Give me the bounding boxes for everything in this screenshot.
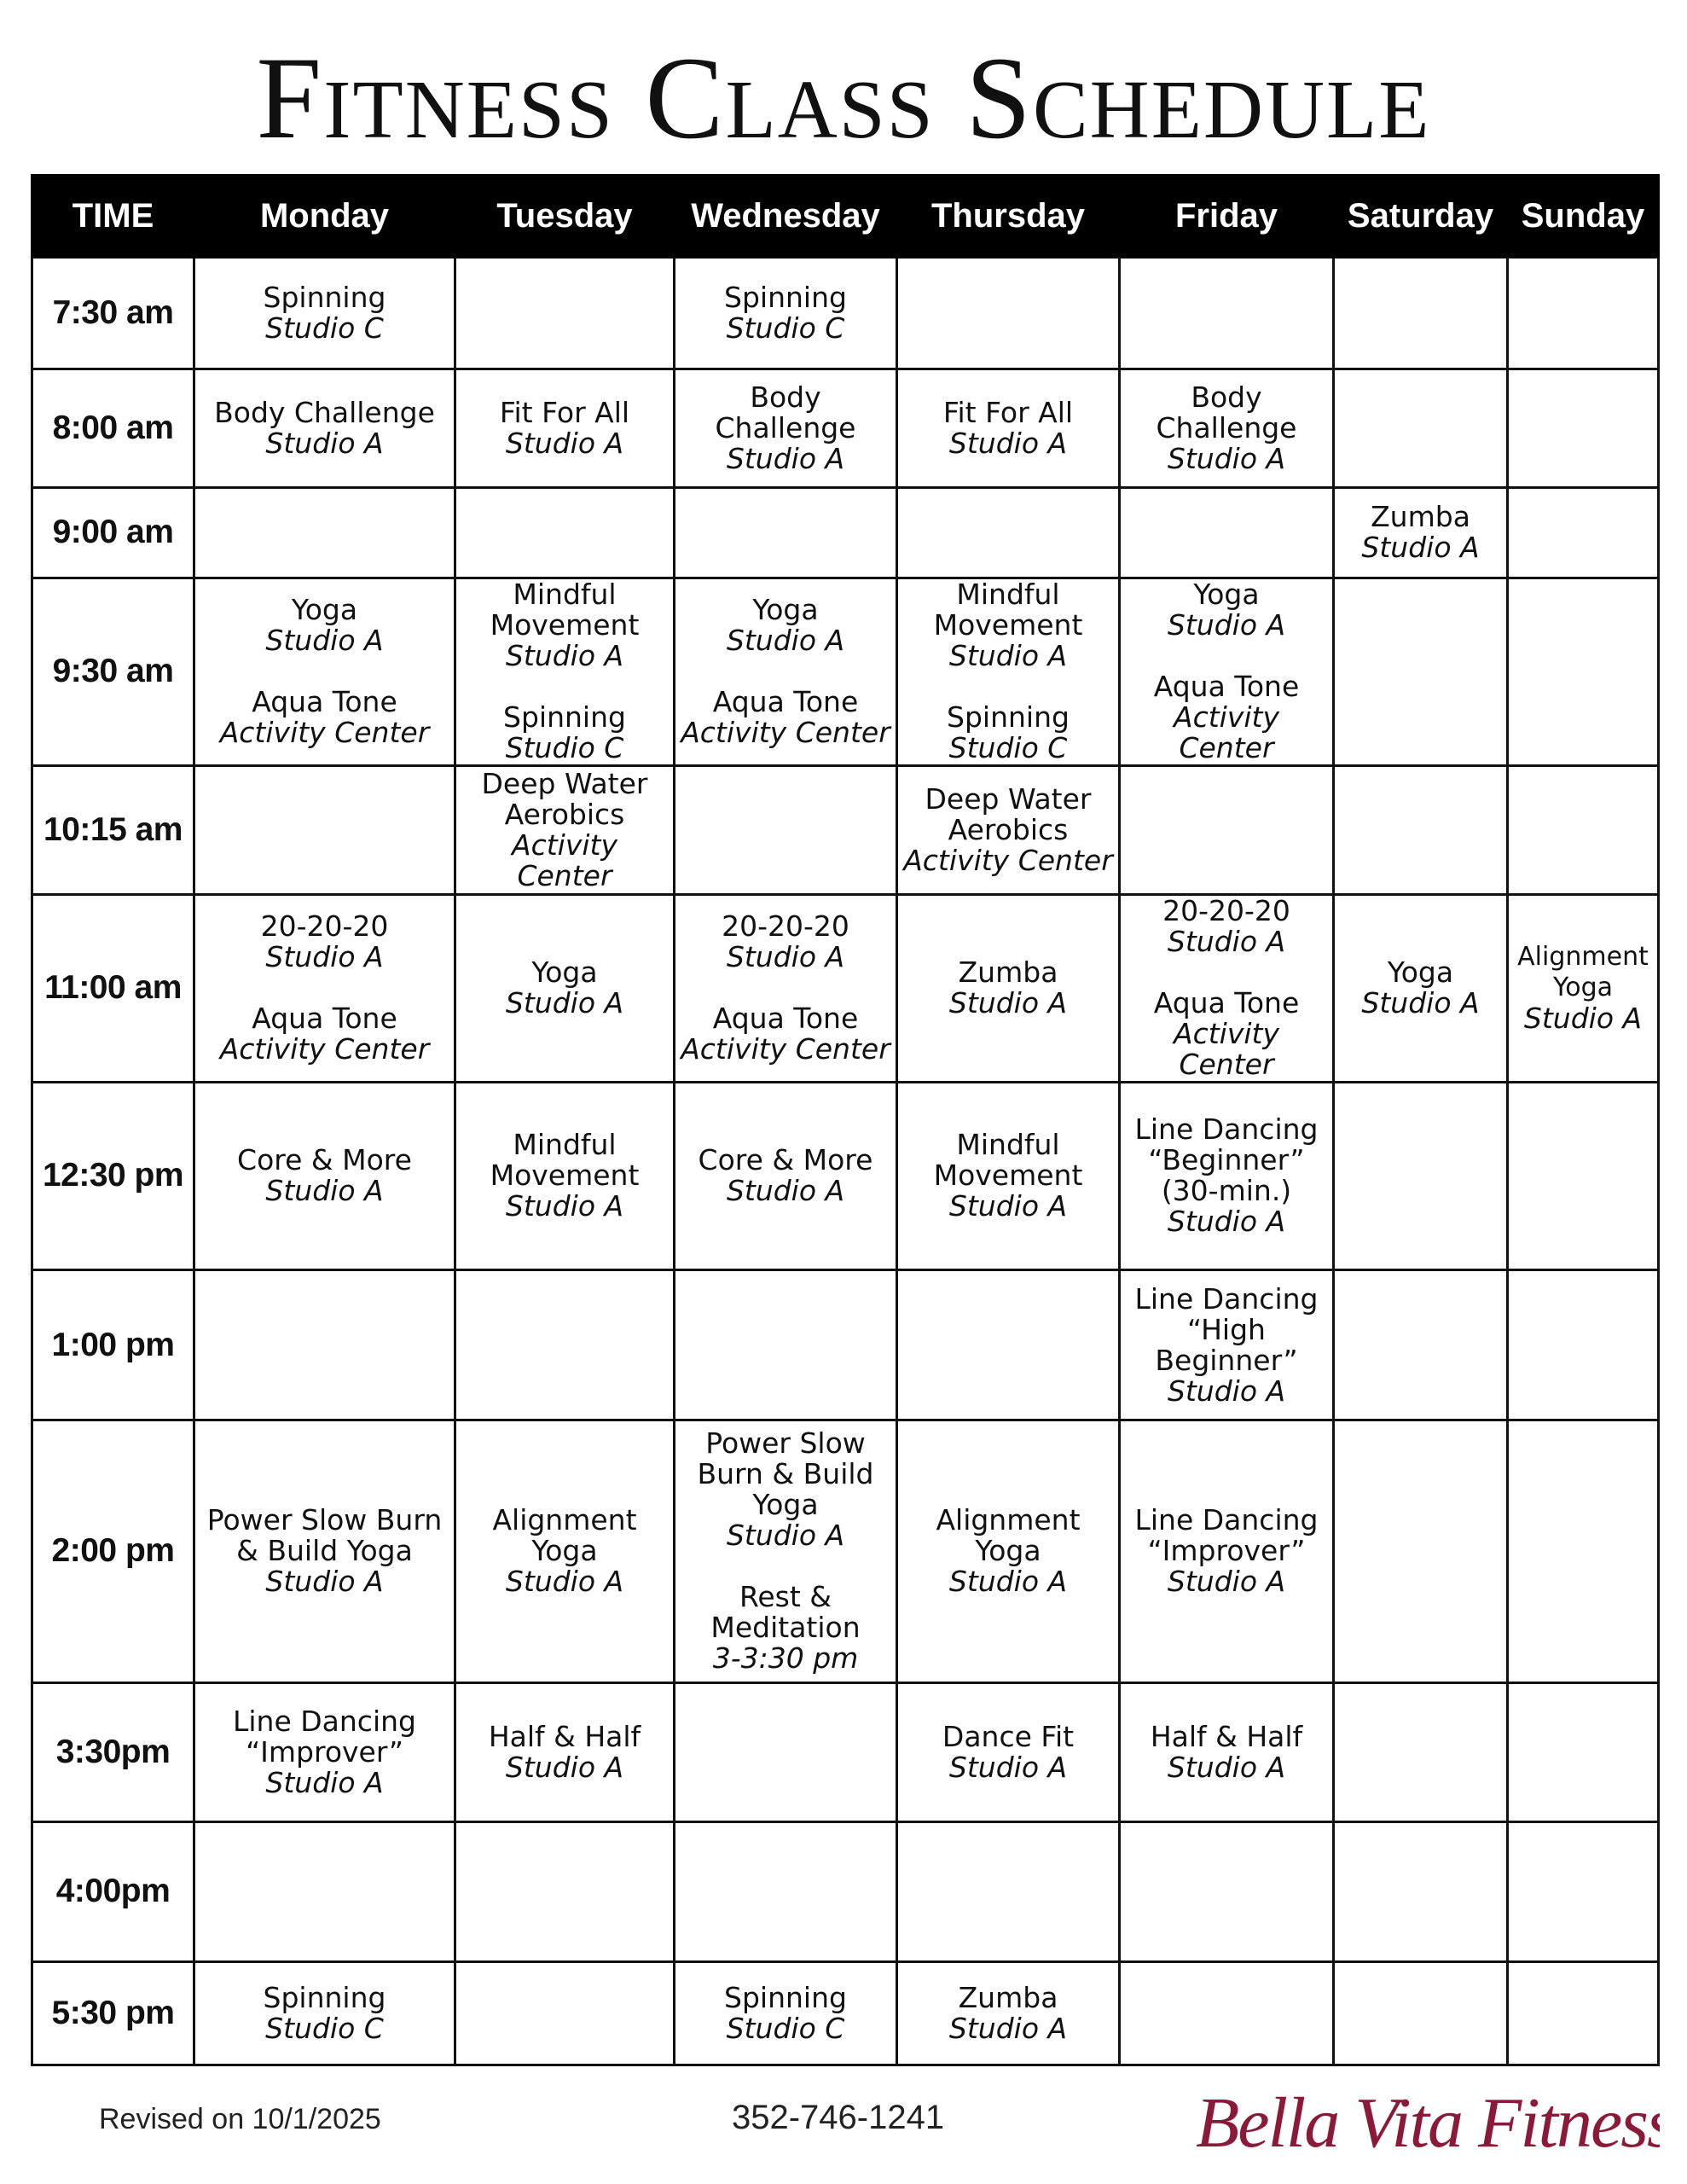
header-monday: Monday (194, 176, 455, 258)
header-saturday: Saturday (1334, 176, 1508, 258)
time-cell: 10:15 am (32, 765, 194, 894)
time-cell: 9:30 am (32, 578, 194, 766)
header-wednesday: Wednesday (675, 176, 897, 258)
class-name: Spinning (724, 1980, 847, 2014)
class-name: Aqua Tone (712, 685, 859, 719)
table-row (32, 1822, 1659, 1961)
class-entry (903, 1130, 1113, 1222)
class-location: Studio A (1361, 986, 1480, 1020)
class-entry (200, 1145, 449, 1206)
class-entry (681, 1145, 890, 1206)
class-name: Spinning (947, 700, 1070, 735)
class-entry (461, 957, 668, 1019)
class-name: Yoga (531, 956, 598, 990)
class-entry (1126, 1719, 1327, 1784)
class-name: Mindful Movement (490, 578, 640, 642)
table-row (32, 369, 1659, 487)
class-entry (903, 781, 1113, 877)
class-cell-monday (194, 578, 455, 766)
class-cell-sunday (1508, 765, 1659, 894)
class-cell-friday (1120, 1822, 1334, 1961)
phone-number: 352-746-1241 (732, 2099, 945, 2136)
class-name: Line Dancing “Improver” (1134, 1503, 1319, 1568)
class-location: Studio A (505, 639, 624, 673)
class-cell-sunday (1508, 1270, 1659, 1420)
schedule-table (31, 174, 1660, 2066)
class-name: Mindful Movement (933, 1128, 1083, 1193)
class-cell-sunday (1508, 1682, 1659, 1821)
class-entry (681, 687, 890, 748)
class-cell-thursday (897, 1961, 1120, 2065)
class-cell-wednesday (675, 369, 897, 487)
table-row (32, 1961, 1659, 2065)
class-cell-saturday (1334, 765, 1508, 894)
class-cell-monday (194, 369, 455, 487)
time-cell: 11:00 am (32, 895, 194, 1083)
class-entry (1126, 579, 1327, 641)
table-row (32, 258, 1659, 369)
class-name: 20-20-20 (722, 909, 849, 944)
class-name: Half & Half (1150, 1719, 1303, 1753)
class-cell-tuesday (455, 895, 675, 1083)
class-cell-thursday (897, 487, 1120, 578)
class-entry (1126, 1281, 1327, 1408)
class-name: Alignment Yoga (1517, 942, 1649, 1003)
class-location: Studio A (1167, 1750, 1286, 1784)
class-cell-monday (194, 1961, 455, 2065)
class-entry (200, 1706, 449, 1798)
time-cell: 12:30 pm (32, 1082, 194, 1270)
class-entry (903, 957, 1113, 1019)
class-cell-thursday (897, 1420, 1120, 1682)
class-location: Studio A (948, 1189, 1068, 1223)
class-cell-monday (194, 1420, 455, 1682)
class-name: Zumba (1371, 500, 1470, 534)
header-tuesday: Tuesday (455, 176, 675, 258)
class-cell-sunday (1508, 1420, 1659, 1682)
table-row (32, 1082, 1659, 1270)
header-time: TIME (32, 176, 194, 258)
class-name: Power Slow Burn & Build Yoga (697, 1426, 874, 1522)
class-cell-saturday (1334, 258, 1508, 369)
class-location: Studio A (726, 624, 845, 658)
class-location: Studio C (948, 731, 1068, 765)
class-name: Yoga (752, 593, 819, 627)
class-cell-tuesday (455, 1822, 675, 1961)
class-location: Studio A (726, 442, 845, 476)
class-location: Studio A (1167, 1205, 1286, 1239)
class-name: Aqua Tone (712, 1002, 859, 1036)
class-location: Activity Center (903, 843, 1113, 877)
time-cell: 2:00 pm (32, 1420, 194, 1682)
class-location: Studio A (265, 624, 384, 658)
class-entry (1126, 896, 1327, 957)
class-cell-monday (194, 487, 455, 578)
class-name: Aqua Tone (252, 1002, 397, 1036)
class-cell-saturday (1334, 369, 1508, 487)
class-cell-sunday (1508, 895, 1659, 1083)
class-cell-tuesday (455, 578, 675, 766)
class-name: Line Dancing “Improver” (233, 1704, 416, 1769)
class-cell-sunday (1508, 578, 1659, 766)
class-location: Studio A (265, 427, 384, 461)
header-friday: Friday (1120, 176, 1334, 258)
class-entry (461, 766, 668, 892)
class-cell-thursday (897, 1270, 1120, 1420)
class-location: Activity Center (681, 1032, 890, 1066)
class-name: Core & More (237, 1143, 412, 1177)
class-location: Activity Center (512, 828, 617, 892)
class-cell-sunday (1508, 1961, 1659, 2065)
class-entry (1126, 1505, 1327, 1597)
class-cell-friday (1120, 895, 1334, 1083)
class-location: Studio A (1361, 531, 1480, 565)
class-entry (903, 702, 1113, 764)
class-name: Deep Water Aerobics (481, 766, 648, 831)
class-cell-sunday (1508, 1822, 1659, 1961)
class-name: Line Dancing “High Beginner” (1134, 1281, 1319, 1377)
class-cell-friday (1120, 1682, 1334, 1821)
class-entry (461, 1719, 668, 1784)
class-name: Yoga (291, 593, 358, 627)
class-entry (200, 282, 449, 344)
class-name: Fit For All (942, 396, 1074, 430)
table-row (32, 895, 1659, 1083)
class-cell-friday (1120, 1420, 1334, 1682)
class-name: Spinning (724, 281, 847, 315)
table-row (32, 1420, 1659, 1682)
class-location: Studio A (1167, 1565, 1286, 1599)
class-cell-tuesday (455, 1682, 675, 1821)
time-cell: 7:30 am (32, 258, 194, 369)
class-name: Zumba (958, 956, 1058, 990)
time-cell: 8:00 am (32, 369, 194, 487)
class-cell-monday (194, 895, 455, 1083)
class-location: Studio A (948, 427, 1068, 461)
class-entry (1126, 1114, 1327, 1237)
table-row (32, 578, 1659, 766)
class-cell-tuesday (455, 1270, 675, 1420)
class-cell-wednesday (675, 1822, 897, 1961)
class-entry (903, 1980, 1113, 2045)
class-cell-saturday (1334, 578, 1508, 766)
class-name: Dance Fit (942, 1719, 1075, 1753)
logo-wordmark (1191, 2071, 1660, 2165)
class-entry (1126, 382, 1327, 474)
class-cell-saturday (1334, 1420, 1508, 1682)
class-cell-thursday (897, 258, 1120, 369)
class-location: 3-3:30 pm (712, 1641, 859, 1676)
class-name: Power Slow Burn & Build Yoga (206, 1503, 443, 1568)
class-location: Studio A (726, 1519, 845, 1553)
class-cell-sunday (1508, 369, 1659, 487)
class-cell-monday (194, 1270, 455, 1420)
class-location: Studio A (265, 1765, 384, 1799)
class-name: 20-20-20 (260, 909, 389, 944)
class-cell-saturday (1334, 1082, 1508, 1270)
class-entry (200, 1003, 449, 1065)
class-cell-thursday (897, 578, 1120, 766)
class-cell-saturday (1334, 1961, 1508, 2065)
class-location: Studio A (726, 1174, 845, 1208)
class-location: Studio A (265, 1565, 384, 1599)
class-entry (200, 911, 449, 973)
class-entry (1514, 942, 1652, 1034)
class-entry (903, 1719, 1113, 1784)
class-entry (681, 1428, 890, 1551)
table-row (32, 1270, 1659, 1420)
class-location: Studio A (1523, 1002, 1643, 1036)
class-entry (903, 398, 1113, 459)
class-location: Activity Center (681, 716, 890, 750)
class-cell-friday (1120, 258, 1334, 369)
class-name: Body Challenge (1156, 380, 1297, 445)
class-cell-wednesday (675, 895, 897, 1083)
class-cell-thursday (897, 1682, 1120, 1821)
class-location: Studio A (948, 1750, 1068, 1784)
class-name: Spinning (263, 281, 386, 315)
time-cell: 1:00 pm (32, 1270, 194, 1420)
class-name: Body Challenge (715, 380, 856, 445)
class-name: Fit For All (499, 396, 630, 430)
class-name: Body Challenge (214, 396, 435, 430)
class-name: Deep Water Aerobics (925, 781, 1092, 846)
class-location: Studio A (948, 1565, 1068, 1599)
class-cell-wednesday (675, 578, 897, 766)
class-cell-monday (194, 258, 455, 369)
class-location: Studio A (1167, 442, 1286, 476)
class-location: Activity Center (1174, 700, 1279, 765)
class-location: Studio A (1167, 1374, 1286, 1408)
class-name: Rest & Meditation (710, 1580, 861, 1645)
class-cell-sunday (1508, 1082, 1659, 1270)
class-cell-monday (194, 765, 455, 894)
class-name: Mindful Movement (490, 1128, 640, 1193)
class-entry (461, 702, 668, 764)
class-entry (461, 579, 668, 671)
class-name: 20-20-20 (1162, 894, 1290, 928)
class-location: Studio A (265, 1174, 384, 1208)
class-location: Studio A (948, 2011, 1068, 2045)
class-location: Studio A (505, 1189, 624, 1223)
class-cell-thursday (897, 895, 1120, 1083)
class-cell-monday (194, 1682, 455, 1821)
class-entry (681, 382, 890, 474)
class-cell-friday (1120, 1961, 1334, 2065)
class-cell-wednesday (675, 1270, 897, 1420)
class-name: Spinning (503, 700, 626, 735)
class-name: Aqua Tone (252, 685, 397, 719)
class-cell-saturday (1334, 1682, 1508, 1821)
class-name: Yoga (1193, 578, 1260, 612)
class-cell-friday (1120, 487, 1334, 578)
class-entry (200, 687, 449, 748)
class-entry (461, 398, 668, 459)
revised-date: Revised on 10/1/2025 (99, 2103, 381, 2135)
class-entry (200, 398, 449, 459)
table-row (32, 1682, 1659, 1821)
class-cell-saturday (1334, 487, 1508, 578)
class-cell-friday (1120, 765, 1334, 894)
bella-vita-fitness-logo (1191, 2071, 1660, 2165)
class-location: Studio A (948, 639, 1068, 673)
class-cell-saturday (1334, 1822, 1508, 1961)
class-cell-wednesday (675, 765, 897, 894)
table-row (32, 487, 1659, 578)
schedule-body (32, 258, 1659, 2065)
class-cell-sunday (1508, 258, 1659, 369)
class-cell-friday (1120, 1082, 1334, 1270)
logo-text: Bella Vita Fitness (1196, 2083, 1660, 2163)
time-cell: 4:00pm (32, 1822, 194, 1961)
class-cell-tuesday (455, 369, 675, 487)
class-entry (1340, 957, 1501, 1019)
class-entry (1126, 988, 1327, 1080)
class-location: Studio A (1167, 608, 1286, 642)
class-cell-friday (1120, 369, 1334, 487)
class-cell-thursday (897, 369, 1120, 487)
class-cell-tuesday (455, 765, 675, 894)
class-name: Mindful Movement (933, 578, 1083, 642)
class-name: Yoga (1387, 956, 1454, 990)
class-cell-tuesday (455, 1082, 675, 1270)
header-row (32, 176, 1659, 258)
class-name: Aqua Tone (1153, 670, 1300, 704)
class-cell-wednesday (675, 258, 897, 369)
class-name: Alignment Yoga (936, 1503, 1081, 1568)
class-location: Activity Center (219, 1032, 430, 1066)
class-location: Studio C (265, 311, 384, 346)
class-entry (1340, 502, 1501, 563)
class-cell-wednesday (675, 487, 897, 578)
class-name: Spinning (263, 1980, 386, 2014)
class-name: Aqua Tone (1153, 986, 1300, 1020)
class-location: Studio A (726, 940, 845, 974)
header-sunday: Sunday (1508, 176, 1659, 258)
class-entry (903, 579, 1113, 671)
class-entry (903, 1505, 1113, 1597)
class-location: Studio A (505, 1750, 624, 1784)
class-entry (681, 282, 890, 344)
class-cell-wednesday (675, 1082, 897, 1270)
class-location: Studio C (726, 311, 845, 346)
class-location: Activity Center (1174, 1017, 1279, 1082)
class-location: Studio C (505, 731, 624, 765)
class-cell-saturday (1334, 1270, 1508, 1420)
class-entry (681, 595, 890, 656)
class-entry (200, 1980, 449, 2045)
class-cell-saturday (1334, 895, 1508, 1083)
time-cell: 5:30 pm (32, 1961, 194, 2065)
class-location: Studio C (726, 2011, 845, 2045)
class-location: Studio A (1167, 925, 1286, 959)
page-title: Fitness Class Schedule (256, 32, 1431, 163)
class-cell-thursday (897, 765, 1120, 894)
class-name: Zumba (958, 1980, 1058, 2014)
class-location: Studio A (505, 986, 624, 1020)
class-cell-sunday (1508, 487, 1659, 578)
time-cell: 3:30pm (32, 1682, 194, 1821)
class-location: Studio C (265, 2011, 384, 2045)
class-location: Studio A (948, 986, 1068, 1020)
header-thursday: Thursday (897, 176, 1120, 258)
class-cell-tuesday (455, 487, 675, 578)
class-name: Line Dancing “Beginner” (30-min.) (1134, 1112, 1319, 1208)
class-entry (461, 1130, 668, 1222)
class-cell-friday (1120, 1270, 1334, 1420)
class-cell-wednesday (675, 1961, 897, 2065)
class-cell-monday (194, 1082, 455, 1270)
class-entry (200, 1505, 449, 1597)
class-cell-tuesday (455, 1961, 675, 2065)
class-cell-tuesday (455, 1420, 675, 1682)
class-entry (681, 911, 890, 973)
class-location: Activity Center (219, 716, 430, 750)
class-entry (200, 595, 449, 656)
class-cell-wednesday (675, 1420, 897, 1682)
class-location: Studio A (265, 940, 384, 974)
class-entry (1126, 671, 1327, 764)
table-row (32, 765, 1659, 894)
class-name: Core & More (698, 1143, 873, 1177)
class-entry (461, 1505, 668, 1597)
class-entry (681, 1980, 890, 2045)
class-cell-monday (194, 1822, 455, 1961)
class-name: Half & Half (488, 1719, 641, 1753)
class-name: Alignment Yoga (492, 1503, 637, 1568)
class-cell-friday (1120, 578, 1334, 766)
class-entry (681, 1582, 890, 1674)
class-cell-thursday (897, 1822, 1120, 1961)
class-location: Studio A (505, 1565, 624, 1599)
class-location: Studio A (505, 427, 624, 461)
class-cell-wednesday (675, 1682, 897, 1821)
class-cell-thursday (897, 1082, 1120, 1270)
time-cell: 9:00 am (32, 487, 194, 578)
class-entry (681, 1003, 890, 1065)
class-cell-tuesday (455, 258, 675, 369)
